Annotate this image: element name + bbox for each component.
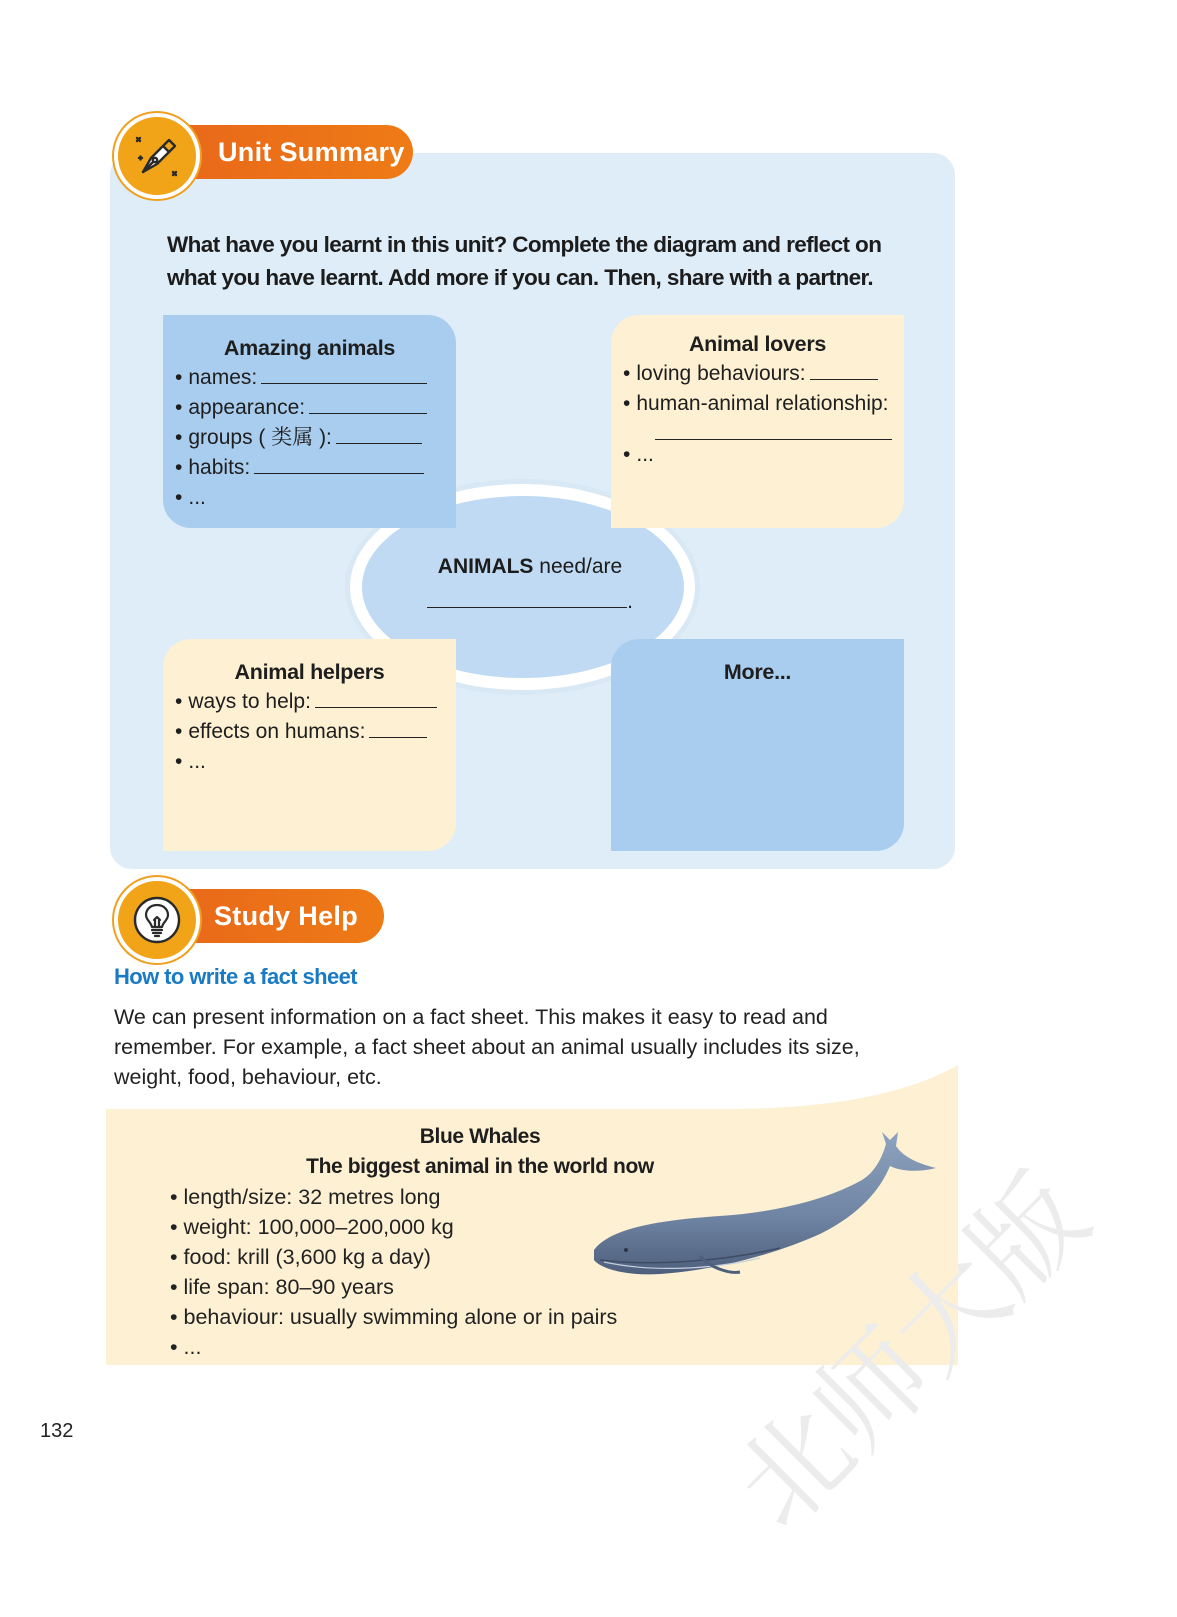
answer-blank[interactable] bbox=[810, 359, 878, 380]
fact-sheet-subtitle: The biggest animal in the world now bbox=[306, 1155, 654, 1178]
fact-sheet-list bbox=[170, 1182, 617, 1362]
answer-blank[interactable] bbox=[315, 687, 437, 708]
animal-helpers-title: Animal helpers bbox=[234, 660, 385, 684]
list-item: • food: krill (3,600 kg a day) bbox=[170, 1245, 431, 1269]
answer-blank[interactable] bbox=[336, 423, 422, 444]
list-item: • ... bbox=[623, 443, 654, 466]
answer-blank[interactable] bbox=[261, 363, 427, 384]
animal-lovers-title: Animal lovers bbox=[688, 332, 827, 356]
answer-blank[interactable] bbox=[369, 717, 427, 738]
pen-nib-icon bbox=[114, 113, 200, 199]
study-help-title: Study Help bbox=[214, 900, 359, 931]
lightbulb-icon bbox=[114, 877, 200, 963]
amazing-animals-title: Amazing animals bbox=[223, 336, 396, 360]
list-item: • ... bbox=[175, 486, 206, 509]
list-item bbox=[623, 419, 892, 440]
list-item: • life span: 80–90 years bbox=[170, 1275, 394, 1299]
list-item: • habits: bbox=[175, 453, 444, 483]
animal-helpers-box bbox=[163, 639, 456, 851]
unit-summary-title: Unit Summary bbox=[218, 136, 405, 167]
publisher-watermark: 北师大版 bbox=[710, 1150, 1113, 1553]
answer-blank[interactable] bbox=[309, 393, 427, 414]
study-help-intro: We can present information on a fact sheet. This makes it easy to read and remember. For example, a fact sheet about an animal usually includes its size, weight, food, behaviour, etc. bbox=[114, 1005, 860, 1089]
list-item: • ... bbox=[170, 1335, 202, 1359]
list-item: • behaviour: usually swimming alone or in pairs bbox=[170, 1305, 618, 1329]
fact-sheet-subheading: How to write a fact sheet bbox=[114, 964, 357, 989]
list-item: • length/size: 32 metres long bbox=[170, 1185, 441, 1209]
list-item: • weight: 100,000–200,000 kg bbox=[170, 1215, 454, 1239]
answer-blank[interactable] bbox=[655, 419, 892, 440]
list-item: • loving behaviours: bbox=[623, 359, 892, 389]
list-item: • ... bbox=[175, 750, 206, 773]
list-item: • ways to help: bbox=[175, 687, 444, 717]
list-item: • effects on humans: bbox=[175, 717, 444, 747]
more-box bbox=[611, 639, 904, 851]
list-item: • human-animal relationship: bbox=[623, 392, 889, 415]
fact-sheet-title: Blue Whales bbox=[419, 1125, 541, 1148]
answer-blank[interactable] bbox=[254, 453, 424, 474]
page-number: 132 bbox=[40, 1420, 74, 1442]
center-prompt: ANIMALS need/are . bbox=[400, 555, 660, 614]
list-item: • groups ( 类属 ): bbox=[175, 423, 444, 453]
list-item: • appearance: bbox=[175, 393, 444, 423]
amazing-animals-box bbox=[163, 315, 456, 528]
list-item: • names: bbox=[175, 363, 444, 393]
unit-summary-instructions: What have you learnt in this unit? Complete the diagram and reflect on what you have learnt. Add more if you can. Then, share with a partner. bbox=[167, 232, 882, 290]
animal-lovers-box bbox=[611, 315, 904, 528]
answer-blank[interactable] bbox=[427, 587, 627, 608]
more-title: More... bbox=[723, 660, 792, 684]
